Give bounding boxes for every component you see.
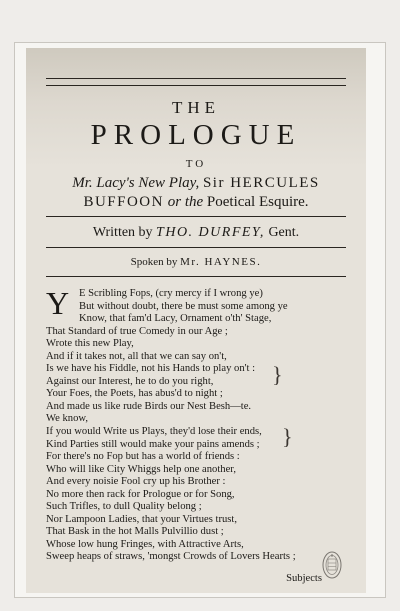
top-rule [46,78,346,79]
poem-line: Is we have his Fiddle, not his Hands to play on't : [46,363,256,375]
poem-line: That Standard of true Comedy in our Age ; [46,325,228,337]
poem-line: No more then rack for Prologue or for Song, [46,488,235,500]
triplet-brace-1: } [272,362,283,387]
triplet-brace-2: } [282,424,293,449]
title-the: THE [171,98,221,117]
poem-line: For there's no Fop but has a world of friends : [46,451,240,463]
title-line-1 [26,175,366,192]
title-prologue: PROLOGUE [90,119,302,151]
play-title-b: BUFFOON [83,194,164,210]
poem-line: Sweep heaps of straws, 'mongst Crowds of Lovers Hearts ; [46,551,296,563]
poem-line: Wrote this new Play, [46,338,134,350]
poem-line: Your Foes, the Poets, has abus'd to night ; [46,388,223,400]
drop-cap: Y [46,285,70,321]
written-by-suffix: Gent. [268,225,300,240]
written-by-author: THO. DURFEY, [156,225,265,240]
play-author: Mr. Lacy's New Play, [72,175,200,191]
spoken-by-actor: Mr. HAYNES. [180,256,262,268]
spoken-by-label: Spoken by [130,256,178,268]
spoken-by-line [26,256,366,268]
poem-line: And made us like rude Birds our Nest Besh—te. [46,400,252,412]
document-page [26,48,366,593]
written-by-line [26,225,366,241]
written-by-label: Written by [92,225,153,240]
poem-line: Kind Parties still would make your pains amends ; [46,438,260,450]
mid-rule-2 [46,247,346,248]
poem-line: Against our Interest, he to do you right, [46,375,214,387]
poem-line: Whose low hung Fringes, with Attractive Arts, [46,538,244,550]
poem-line: If you would Write us Plays, they'd lose their ends, [46,426,262,438]
poem-line: But without doubt, there be must some among ye [79,300,288,312]
poem-line: Nor Lampoon Ladies, that your Virtues trust, [46,513,237,525]
play-title-a: Sir HERCULES [202,175,320,191]
poem-line: We know, [46,413,89,425]
poem-line: E Scribling Fops, (cry mercy if I wrong ye) [79,288,263,299]
poem-line: And if it takes not, all that we can say on't, [46,350,227,362]
library-stamp-icon [321,550,343,580]
poem-line: Know, that fam'd Lacy, Ornament o'th' Stage, [79,313,272,325]
play-title-or: or the [167,194,204,210]
mid-rule-1 [46,216,346,217]
play-subtitle: Poetical Esquire. [206,194,309,210]
poem-line: And every noisie Fool cry up his Brother : [46,476,226,488]
poem-line: Who will like City Whiggs help one another, [46,463,237,475]
title-line-2 [26,194,366,211]
catchword: Subjects [286,573,322,584]
poem-line: That Bask in the hot Malls Pulvillio dust ; [46,526,224,538]
mid-rule-3 [46,276,346,277]
prologue-poem [46,285,356,564]
title-to: TO [185,158,207,170]
poem-line: Such Trifles, to dull Quality belong ; [46,501,202,513]
top-rule-2 [46,85,346,86]
